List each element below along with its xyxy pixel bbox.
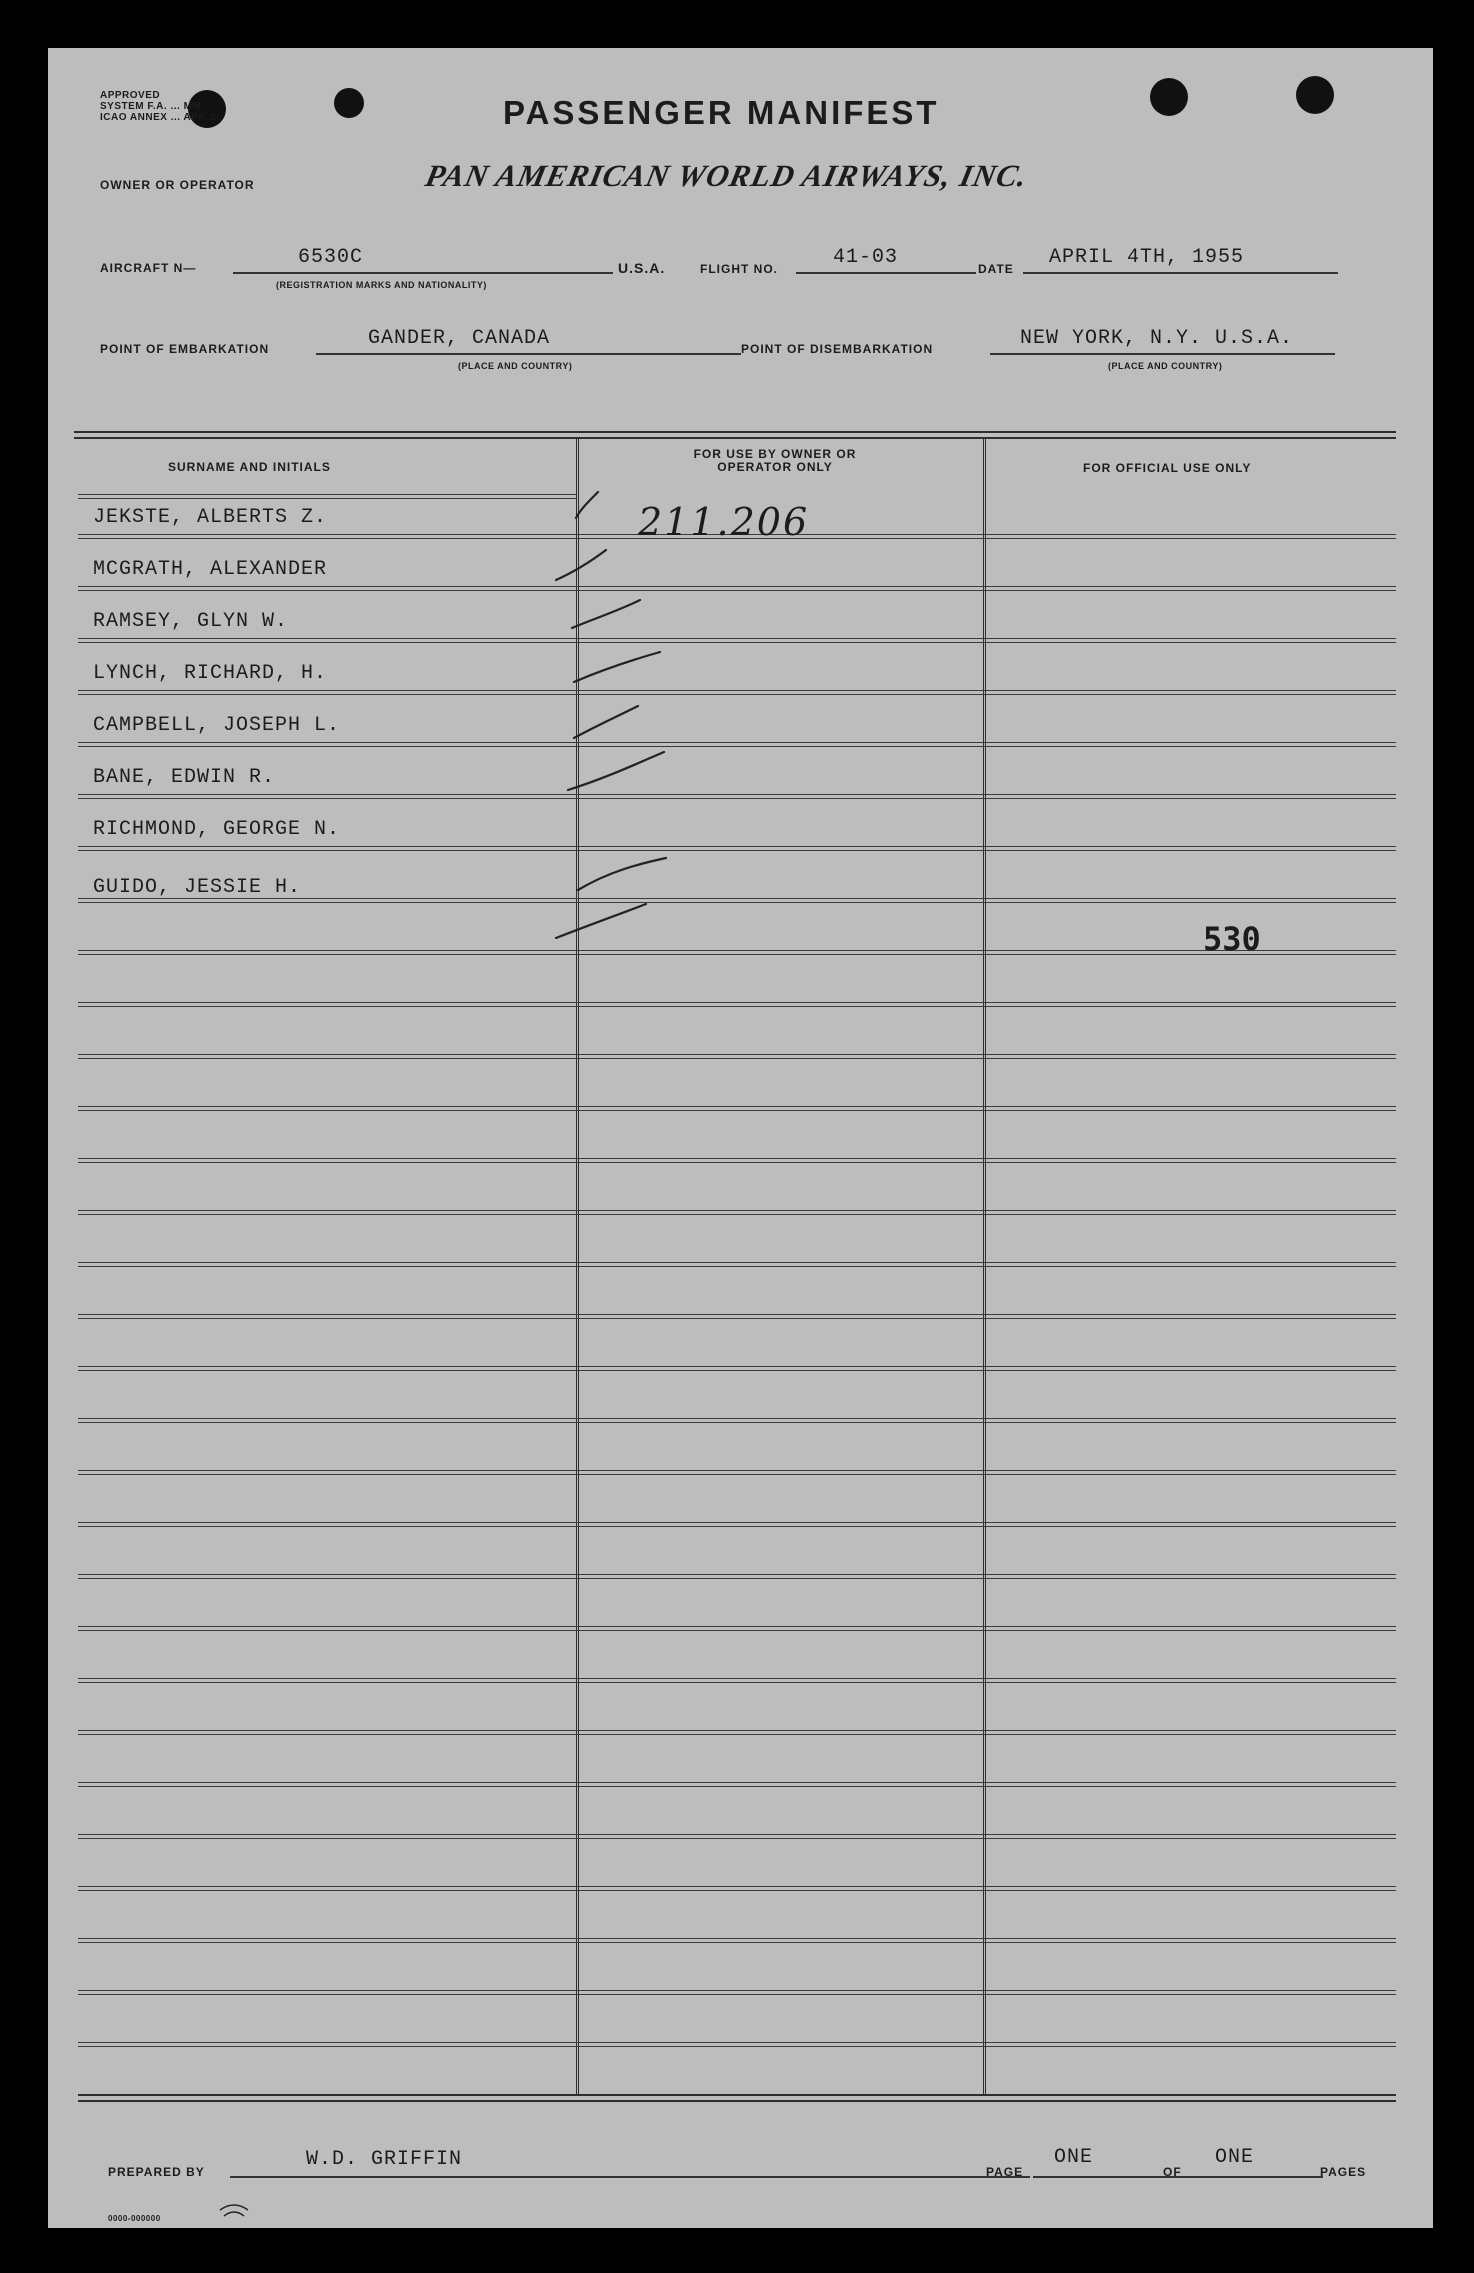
approval-block bbox=[100, 90, 217, 123]
handwritten-note: 211.206 bbox=[638, 500, 810, 544]
row-line bbox=[78, 1158, 1396, 1163]
pages-underline bbox=[1193, 2176, 1323, 2178]
column-divider-2 bbox=[983, 438, 986, 2096]
row-line bbox=[78, 1678, 1396, 1683]
check-mark bbox=[572, 600, 640, 628]
page-label: PAGE bbox=[986, 2165, 1024, 2179]
passenger-name: LYNCH, RICHARD, H. bbox=[93, 662, 328, 685]
row-line bbox=[78, 1990, 1396, 1995]
check-mark bbox=[576, 492, 598, 518]
page-total: ONE bbox=[1215, 2146, 1255, 2169]
embark-underline bbox=[316, 353, 741, 355]
row-line bbox=[78, 1314, 1396, 1319]
aircraft-number: 6530C bbox=[298, 246, 364, 269]
row-line bbox=[78, 2042, 1396, 2047]
disembark-place-note: (PLACE AND COUNTRY) bbox=[1108, 361, 1223, 371]
header-row-line bbox=[78, 494, 576, 499]
approval-line: SYSTEM F.A. ... MM. bbox=[100, 101, 205, 112]
embark-place: GANDER, CANADA bbox=[368, 327, 551, 350]
aircraft-underline bbox=[233, 272, 613, 274]
pages-label: PAGES bbox=[1320, 2165, 1367, 2179]
row-line bbox=[78, 1106, 1396, 1111]
embark-place-note: (PLACE AND COUNTRY) bbox=[458, 361, 573, 371]
table-bottom-rule bbox=[78, 2094, 1396, 2096]
official-number: 530 bbox=[1203, 920, 1261, 958]
check-marks bbox=[548, 488, 748, 958]
row-line bbox=[78, 1730, 1396, 1735]
printer-mark-icon bbox=[216, 2198, 252, 2222]
passenger-name: RAMSEY, GLYN W. bbox=[93, 610, 289, 633]
approval-line: APPROVED bbox=[100, 90, 161, 101]
row-line bbox=[78, 1574, 1396, 1579]
row-line bbox=[78, 1262, 1396, 1267]
column-header-owner: FOR USE BY OWNER OR OPERATOR ONLY bbox=[693, 447, 857, 474]
row-line bbox=[78, 1470, 1396, 1475]
table-top-rule-2 bbox=[74, 437, 1396, 439]
form-code: 0000-000000 bbox=[108, 2214, 161, 2223]
disembark-label: POINT OF DISEMBARKATION bbox=[741, 342, 934, 356]
check-mark bbox=[568, 752, 664, 790]
prepared-by: W.D. GRIFFIN bbox=[306, 2148, 463, 2171]
flight-label: FLIGHT NO. bbox=[700, 262, 778, 276]
check-mark bbox=[578, 858, 666, 890]
column-header-official: FOR OFFICIAL USE ONLY bbox=[1083, 461, 1252, 475]
row-line bbox=[78, 1054, 1396, 1059]
row-line bbox=[78, 1210, 1396, 1215]
flight-number: 41-03 bbox=[833, 246, 899, 269]
disembark-underline bbox=[990, 353, 1335, 355]
check-mark bbox=[556, 550, 606, 580]
page-underline bbox=[1033, 2176, 1213, 2178]
table-bottom-rule-2 bbox=[78, 2100, 1396, 2102]
column-header-names: SURNAME AND INITIALS bbox=[168, 460, 331, 474]
approval-line: ICAO ANNEX ... APP. 2 bbox=[100, 112, 217, 123]
passenger-name: JEKSTE, ALBERTS Z. bbox=[93, 506, 328, 529]
row-line bbox=[78, 1782, 1396, 1787]
table-top-rule bbox=[74, 431, 1396, 433]
row-line bbox=[78, 1002, 1396, 1007]
punch-hole-right bbox=[1150, 78, 1188, 116]
aircraft-label: AIRCRAFT N— bbox=[100, 261, 197, 275]
passenger-name: RICHMOND, GEORGE N. bbox=[93, 818, 341, 841]
row-line bbox=[78, 1886, 1396, 1891]
check-mark bbox=[574, 652, 660, 682]
row-line bbox=[78, 1834, 1396, 1839]
check-mark bbox=[556, 904, 646, 938]
punch-hole-left-2 bbox=[334, 88, 364, 118]
row-line bbox=[78, 1366, 1396, 1371]
row-line bbox=[78, 1938, 1396, 1943]
embark-label: POINT OF EMBARKATION bbox=[100, 342, 270, 356]
owner-name: PAN AMERICAN WORLD AIRWAYS, INC. bbox=[422, 158, 1031, 193]
date-underline bbox=[1023, 272, 1338, 274]
manifest-sheet bbox=[48, 48, 1433, 2228]
registration-note: (REGISTRATION MARKS AND NATIONALITY) bbox=[276, 280, 487, 290]
row-line bbox=[78, 1418, 1396, 1423]
form-title: PASSENGER MANIFEST bbox=[503, 94, 940, 131]
of-label: OF bbox=[1163, 2165, 1182, 2179]
passenger-name: GUIDO, JESSIE H. bbox=[93, 876, 302, 899]
page-number: ONE bbox=[1054, 2146, 1094, 2169]
row-line bbox=[78, 1626, 1396, 1631]
prepared-underline bbox=[230, 2176, 1030, 2178]
date-label: DATE bbox=[978, 262, 1014, 276]
usa-label: U.S.A. bbox=[618, 260, 666, 276]
row-line bbox=[78, 1522, 1396, 1527]
passenger-name: BANE, EDWIN R. bbox=[93, 766, 276, 789]
flight-date: APRIL 4TH, 1955 bbox=[1049, 246, 1245, 269]
flight-underline bbox=[796, 272, 976, 274]
punch-hole-right-2 bbox=[1296, 76, 1334, 114]
disembark-place: NEW YORK, N.Y. U.S.A. bbox=[1020, 327, 1294, 350]
passenger-name: MCGRATH, ALEXANDER bbox=[93, 558, 328, 581]
prepared-label: PREPARED BY bbox=[108, 2165, 205, 2179]
check-mark bbox=[574, 706, 638, 738]
owner-label: OWNER OR OPERATOR bbox=[100, 178, 255, 192]
passenger-name: CAMPBELL, JOSEPH L. bbox=[93, 714, 341, 737]
